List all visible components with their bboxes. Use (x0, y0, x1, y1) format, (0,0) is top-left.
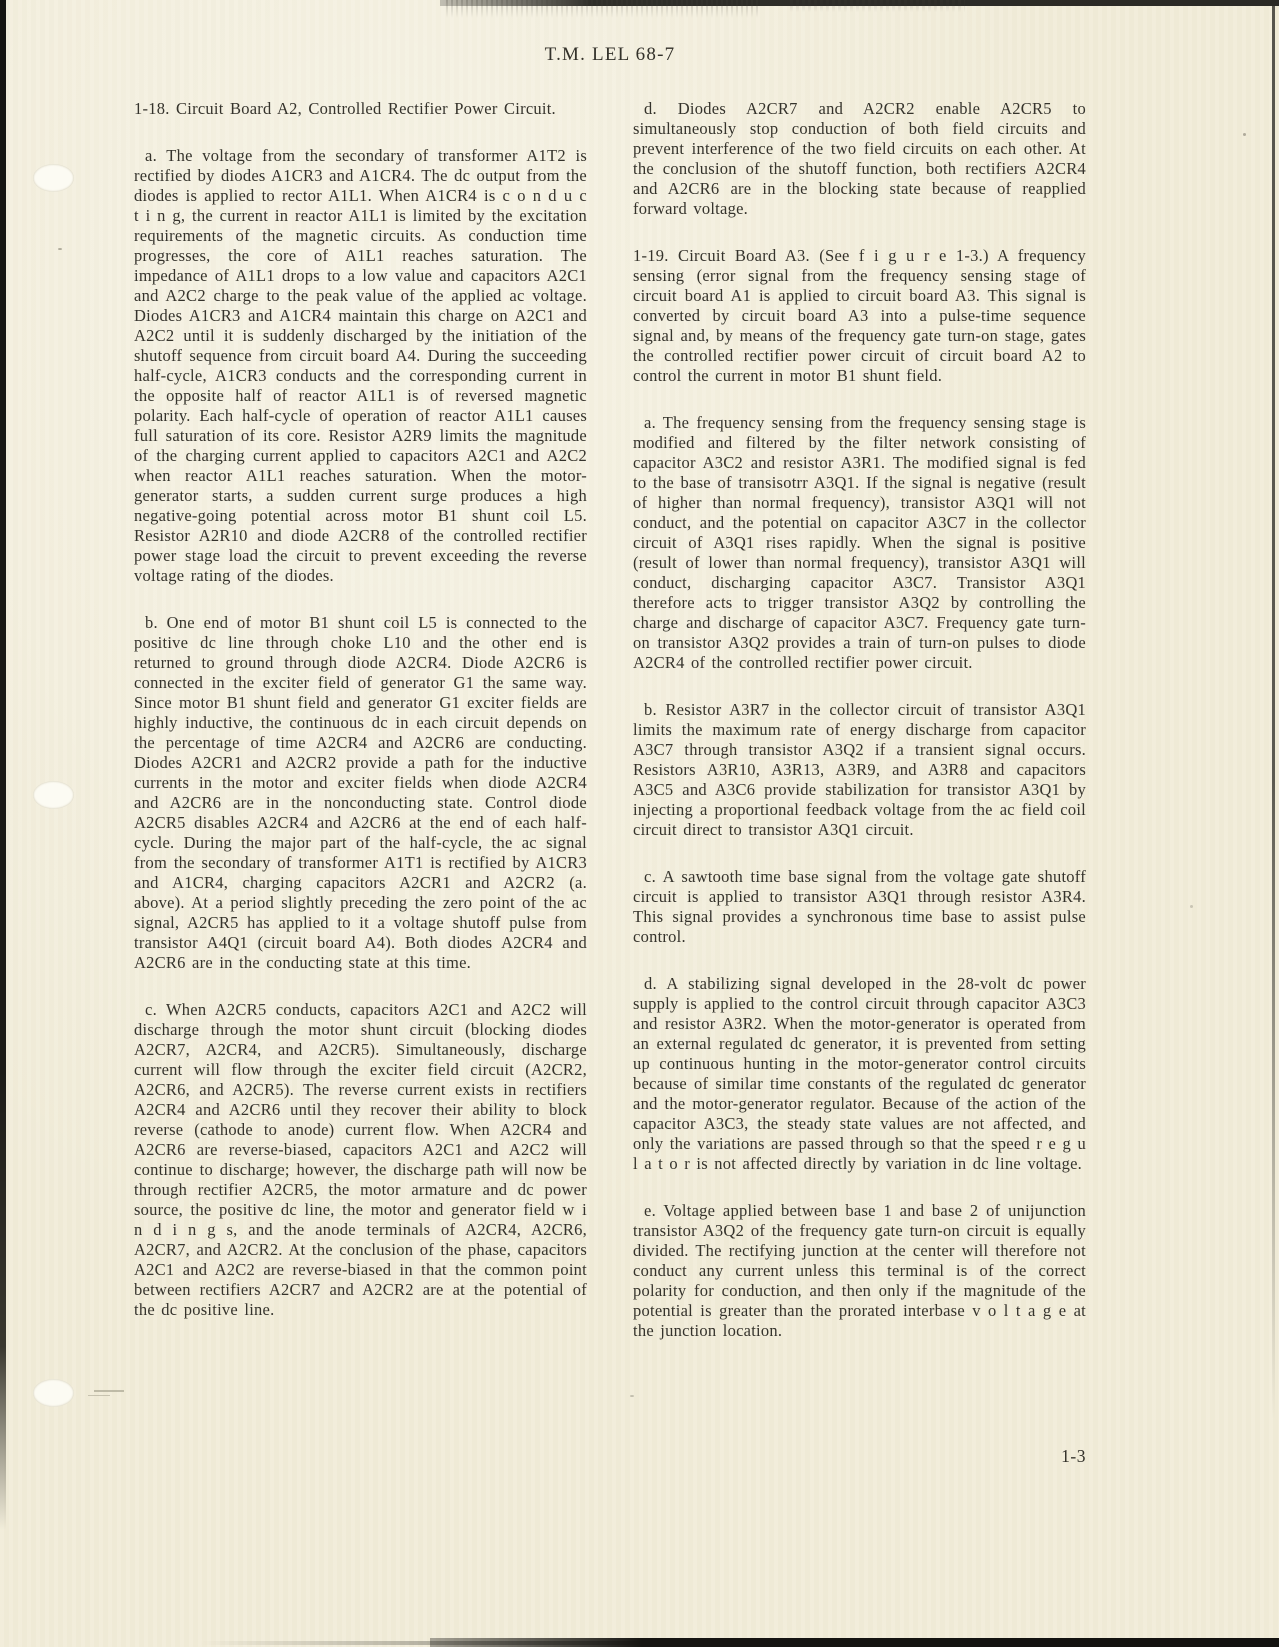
pencil-mark (88, 1390, 136, 1397)
column-left (134, 99, 587, 1368)
paragraph-1-19-c: c. A sawtooth time base signal from the voltage gate shutoff circuit is applied to transistor A3Q1 through resistor A3R4. This signal provides a synchronous time base to assist pulse control. (633, 867, 1086, 946)
paragraph-1-18-a: a. The voltage from the secondary of transformer A1T2 is rectified by diodes A1CR3 and A1CR4. The dc output from the diodes is applied to rector A1L1. When A1CR4 is c o n d u c t i n g, the current in reactor A1L1 is limited by the excitation requirements of the magnetic circuits. As conduction time progresses, the core of A1L1 reaches saturation. The impedance of A1L1 drops to a low value and capacitors A2C1 and A2C2 charge to the peak value of the applied ac voltage. Diodes A1CR3 and A1CR4 maintain this charge on A2C1 and A2C2 until it is suddenly discharged by the initiation of the shutoff sequence from circuit board A4. During the succeeding half-cycle, A1CR3 conducts and the corresponding current in the opposite half of reactor A1L1 is of reversed magnetic polarity. Each half-cycle of operation of reactor A1L1 causes full saturation of its core. Resistor A2R9 limits the magnitude of the charging current applied to capacitors A2C1 and A2C2 when reactor A1L1 reaches saturation. When the motor-generator starts, a sudden current surge produces a high negative-going potential across motor B1 shunt coil L5. Resistor A2R10 and diode A2CR8 of the controlled rectifier power stage load the circuit to prevent exceeding the reverse voltage rating of the diodes. (134, 146, 587, 585)
page-title: T.M. LEL 68-7 (544, 44, 676, 65)
scan-smudge (790, 0, 965, 12)
paragraph-1-18-heading: 1-18. Circuit Board A2, Controlled Rectifier Power Circuit. (134, 99, 556, 118)
paragraph-1-19-d: d. A stabilizing signal developed in the 28-volt dc power supply is applied to the control circuit through capacitor A3C3 and resistor A3R2. When the motor-generator is operated from an external regulated dc generator, it is prevented from setting up continuous hunting in the motor-generator control circuits because of similar time constants of the regulated dc generator and the motor-generator regulator. Because of the action of the capacitor A3C3, the steady state values are not affected, and only the variations are passed through so that the speed r e g u l a t o r is not affected directly by variation in dc line voltage. (633, 974, 1086, 1173)
paragraph-1-19-a: a. The frequency sensing from the frequency sensing stage is modified and filtered by the filter network consisting of capacitor A3C2 and resistor A3R1. The modified signal is fed to the base of transisotrr A3Q1. If the signal is negative (result of higher than normal frequency), transistor A3Q1 will not conduct, and the potential on capacitor A3C7 in the collector circuit of A3Q1 rises rapidly. When the signal is positive (result of lower than normal frequency), transistor A3Q1 will conduct, discharging capacitor A3C7. Transistor A3Q1 therefore acts to trigger transistor A3Q2 by controlling the charge and discharge of capacitor A3C7. Frequency gate turn-on transistor A3Q2 provides a train of turn-on pulses to diode A2CR4 of the controlled rectifier power circuit. (633, 413, 1086, 672)
binder-hole (33, 1379, 74, 1407)
paragraph-1-19-heading: 1-19. Circuit Board A3. (See f i g u r e 1-3.) A frequency sensing (error signal from the frequency sensing stage of circuit board A1 is applied to circuit board A3. This signal is converted by circuit board A3 into a pulse-time sequence signal and, by means of the frequency gate turn-on stage, gates the controlled rectifier power circuit of circuit board A2 to control the current in motor B1 shunt field. (633, 246, 1086, 385)
binder-hole (33, 164, 74, 192)
paragraph-1-19-e: e. Voltage applied between base 1 and base 2 of unijunction transistor A3Q2 of the frequency gate turn-on circuit is equally divided. The rectifying junction at the center will therefore not conduct any current unless this terminal is of the correct polarity for conduction, and then only if the magnitude of the potential is greater than the prorated interbase v o l t a g e at the junction location. (633, 1201, 1086, 1340)
paragraph-1-18-d: d. Diodes A2CR7 and A2CR2 enable A2CR5 to simultaneously stop conduction of both field circuits and prevent interference of the two field circuits on each other. At the conclusion of the shutoff function, both rectifiers A2CR4 and A2CR6 are in the blocking state because of reapplied forward voltage. (633, 99, 1086, 218)
column-right (633, 99, 1086, 1368)
scan-speck (1243, 133, 1246, 136)
paragraph-1-18-c: c. When A2CR5 conducts, capacitors A2C1 and A2C2 will discharge through the motor shunt circuit (blocking diodes A2CR7, A2CR4, and A2CR5). Simultaneously, discharge current will flow through the exciter field circuit (A2CR2, A2CR6, and A2CR5). The reverse current exists in rectifiers A2CR4 and A2CR6 until they recover their ability to block reverse (cathode to anode) current flow. When A2CR4 and A2CR6 are reverse-biased, capacitors A2C1 and A2C2 will continue to discharge; however, the discharge path will now be through rectifier A2CR5, the motor armature and dc power source, the positive dc line, the motor and generator field w i n d i n g s, and the anode terminals of A2CR4, A2CR6, A2CR7, and A2CR2. At the conclusion of the phase, capacitors A2C1 and A2C2 are reverse-biased in that the common point between rectifiers A2CR7 and A2CR2 are at the potential of the dc positive line. (134, 1000, 587, 1319)
scan-edge-left (0, 0, 6, 1530)
paragraph-1-19-b: b. Resistor A3R7 in the collector circuit of transistor A3Q1 limits the maximum rate of energy discharge from capacitor A3C7 through transistor A3Q2 if a transient signal occurs. Resistors A3R10, A3R13, A3R9, and A3R8 and capacitors A3C5 and A3C6 provide stabilization for transistor A3Q1 by injecting a proportional feedback voltage from the ac field coil circuit direct to transistor A3Q1 circuit. (633, 700, 1086, 839)
text-columns (134, 99, 1086, 1368)
scan-smudge (446, 0, 761, 18)
scan-speck (630, 1395, 634, 1397)
paragraph-1-18-b: b. One end of motor B1 shunt coil L5 is connected to the positive dc line through choke L10 and the other end is returned to ground through diode A2CR4. Diode A2CR6 is connected in the exciter field of generator G1 the same way. Since motor B1 shunt field and generator G1 exciter fields are highly inductive, the continuous dc in each circuit depends on the percentage of time A2CR4 and A2CR6 are conducting. Diodes A2CR1 and A2CR2 provide a path for the inductive currents in the motor and exciter fields when diode A2CR4 and A2CR6 are in the nonconducting state. Control diode A2CR5 disables A2CR4 and A2CR6 at the end of each half-cycle. During the major part of the half-cycle, the ac signal from the secondary of transformer A1T1 is rectified by A1CR3 and A1CR4, charging capacitors A2CR1 and A2CR2 (a. above). At a period slightly preceding the zero point of the ac signal, A2CR5 has applied to it a voltage shutoff pulse from transistor A4Q1 (circuit board A4). Both diodes A2CR4 and A2CR6 are in the conducting state at this time. (134, 613, 587, 972)
scan-edge-bottom (430, 1638, 1279, 1647)
scan-edge-right (1272, 0, 1275, 1420)
page-number: 1-3 (1061, 1446, 1086, 1466)
scan-speck (1190, 905, 1193, 908)
binder-hole (33, 781, 74, 809)
scan-speck (58, 248, 62, 250)
